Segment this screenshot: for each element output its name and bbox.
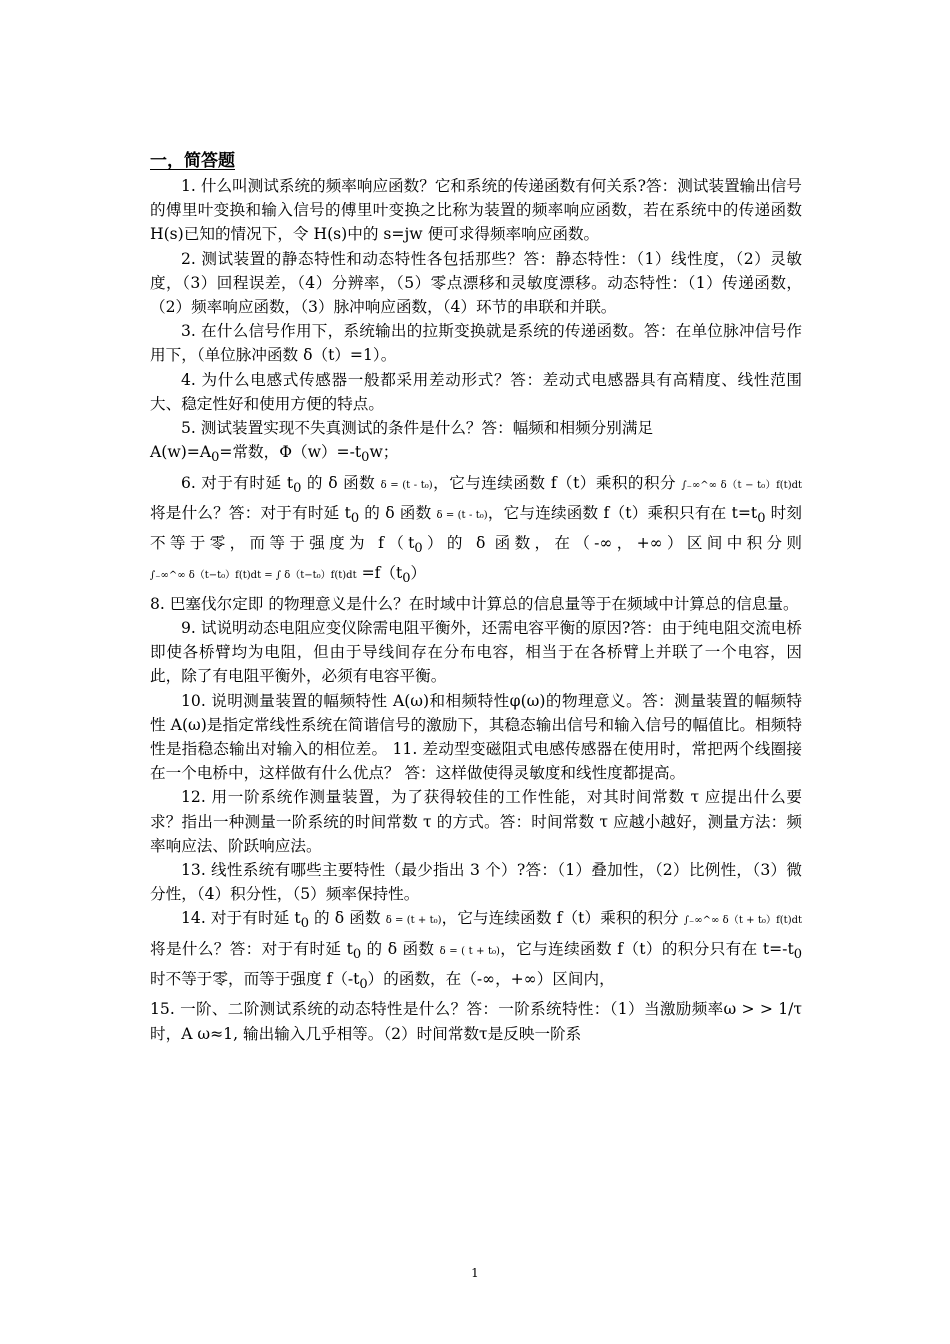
paragraph-text: ）的 δ 函数，在（-∞，+∞）区间中积分则 [422, 534, 802, 553]
qa-paragraph: 8. 巴塞伐尔定即 的物理意义是什么？在时域中计算总的信息量等于在频域中计算总的信息量。 [150, 594, 799, 613]
subscript: 0 [300, 916, 309, 932]
section-title: 一，简答题 [150, 151, 235, 171]
formula: δ = (t + t₀) [385, 915, 442, 927]
qa-paragraph: 12. 用一阶系统作测量装置，为了获得较佳的工作性能，对其时间常数 τ 应提出什么要求？指出一种测量一阶系统的时间常数 τ 的方式。答：时间常数 τ 应越小越好，测量方法：频率响应法、阶跃响应法。 [150, 788, 802, 855]
paragraph-text: ，它与连续函数 f（t）乘积的积分 [432, 473, 682, 492]
paragraph-text: 的 δ 函数 [359, 503, 437, 522]
subscript: 0 [402, 571, 411, 587]
formula: δ = (t - t₀) [436, 509, 488, 521]
formula: ∫₋∞^∞ δ（t + t₀）f(t)dt [683, 915, 803, 927]
qa-paragraph: 1. 什么叫测试系统的频率响应函数？它和系统的传递函数有何关系?答：测试装置输出信号的傅里叶变换和输入信号的傅里叶变换之比称为装置的频率响应函数，若在系统中的传递函数 H(s)已知的情况下，令 H(s)中的 s=jw 便可求得频率响应函数。 [150, 177, 802, 244]
paragraph-text: 将是什么？答：对于有时延 t [150, 939, 353, 958]
qa-paragraph: 10. 说明测量装置的幅频特性 A(ω)和相频特性φ(ω)的物理意义。答：测量装置的幅频特性 A(ω)是指定常线性系统在简谐信号的激励下，其稳态输出信号和输入信号的幅值比。相频特性是指稳态输出对输入的相位差。 11. 差动型变磁阻式电感传感器在使用时，常把两个线圈接在一个电桥中，这样做有什么优点？ 答：这样做使得灵敏度和线性度都提高。 [150, 691, 802, 783]
formula: δ = ( t + t₀) [439, 945, 500, 957]
qa-paragraph: 15. 一阶、二阶测试系统的动态特性是什么？答：一阶系统特性：（1）当激励频率ω > > 1/τ时，A ω≈1, 输出输入几乎相等。（2）时间常数τ是反映一阶系 [150, 1000, 802, 1043]
qa-paragraph [150, 906, 802, 997]
paragraph-text: A(w)=A [150, 443, 212, 462]
paragraph-text: 将是什么？答：对于有时延 t [150, 503, 351, 522]
subscript: 0 [350, 510, 360, 526]
paragraph-text: 的 δ 函数 [301, 473, 381, 492]
subscript: 0 [757, 510, 766, 526]
subscript: 0 [414, 541, 423, 557]
paragraph-text: ）的函数，在（-∞，+∞）区间内， [367, 970, 615, 989]
formula: δ = (t - t₀) [380, 479, 433, 491]
paragraph-text: ，它与连续函数 f（t）的积分只有在 t=-t [499, 939, 794, 958]
qa-paragraph: 5. 测试装置实现不失真测试的条件是什么？答：幅频和相频分别满足 [181, 419, 654, 438]
subscript: 0 [293, 480, 302, 496]
paragraph-text: ） [410, 564, 427, 583]
qa-paragraph: 9. 试说明动态电阻应变仪除需电阻平衡外，还需电容平衡的原因?答：由于纯电阻交流电桥即使各桥臂均为电阻，但由于导线间存在分布电容，相当于在各桥臂上并联了一个电容，因此，除了有电阻平衡外，必须有电容平衡。 [150, 619, 802, 686]
page-number: 1 [471, 1266, 479, 1280]
formula: ∫₋∞^∞ δ（t − t₀）f(t)dt [681, 479, 803, 491]
qa-paragraph: 13. 线性系统有哪些主要特性（最少指出 3 个）?答：（1）叠加性，（2）比例性，（3）微分性，（4）积分性，（5）频率保持性。 [150, 861, 802, 904]
paragraph-text: =常数，Φ（w）=-t [219, 443, 362, 462]
paragraph-text: =f（t [356, 564, 403, 583]
paragraph-text: 的 δ 函数 [361, 939, 440, 958]
paragraph-text: ，它与连续函数 f（t）乘积的积分 [441, 909, 684, 928]
paragraph-text: 6. 对于有时延 t [181, 473, 294, 492]
paragraph-text: ，它与连续函数 f（t）乘积只有在 t=t [487, 503, 758, 522]
subscript: 0 [211, 450, 220, 466]
subscript: 0 [793, 946, 802, 962]
subscript: 0 [352, 946, 362, 962]
qa-content [150, 174, 802, 1046]
paragraph-text: 的 δ 函数 [308, 909, 386, 928]
paragraph-text: w； [369, 443, 399, 462]
paragraph-text: 时不等于零，而等于强度 f（-t [150, 970, 360, 989]
paragraph-text: 时刻不等于零，而等于强度为 f（t [150, 503, 803, 553]
paragraph-text: 14. 对于有时延 t [181, 909, 301, 928]
qa-paragraph: 2. 测试装置的静态特性和动态特性各包括那些？答：静态特性：（1）线性度，（2）灵敏度，（3）回程误差，（4）分辨率，（5）零点漂移和灵敏度漂移。动态特性：（1）传递函数，（2）频率响应函数，（3）脉冲响应函数，（4）环节的串联和并联。 [150, 249, 802, 317]
qa-paragraph: 3. 在什么信号作用下，系统输出的拉斯变换就是系统的传递函数。答：在单位脉冲信号作用下，（单位脉冲函数 δ（t）=1）。 [150, 322, 802, 365]
subscript: 0 [361, 450, 370, 466]
qa-paragraph [150, 471, 802, 592]
subscript: 0 [359, 977, 368, 993]
qa-paragraph: 4. 为什么电感式传感器一般都采用差动形式？答：差动式电感器具有高精度、线性范围大、稳定性好和使用方便的特点。 [150, 370, 802, 413]
formula: ∫₋∞^∞ δ（t−t₀）f(t)dt = ∫ δ（t−t₀）f(t)dt [150, 570, 357, 582]
qa-paragraph [150, 440, 802, 470]
